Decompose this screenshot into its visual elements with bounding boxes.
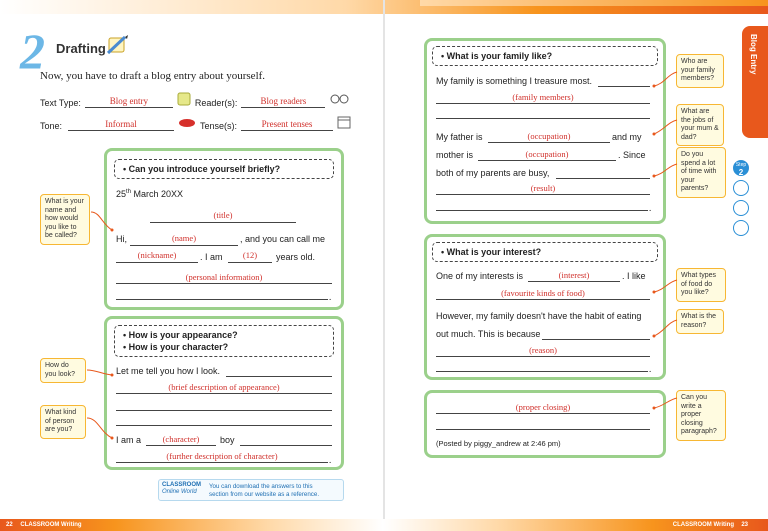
appearance-line-3 (116, 425, 332, 426)
callout-food-arrow (650, 278, 678, 298)
callout-look: How do you look? (40, 358, 86, 383)
intro-question: • Can you introduce yourself briefly? (114, 159, 334, 179)
page-gutter (383, 0, 385, 531)
name-line (130, 245, 238, 246)
closing-line-2 (436, 429, 650, 430)
family-question: • What is your family like? (432, 46, 658, 66)
appearance-line-2 (116, 410, 332, 411)
tone-value: Informal (68, 119, 174, 131)
right-page-number: 23 (741, 522, 748, 528)
interest-end-dot: . (649, 364, 652, 374)
lips-icon (178, 117, 196, 131)
personal-info-line (116, 283, 332, 284)
title-answer: (title) (213, 210, 233, 220)
step-indicator (733, 160, 751, 240)
appearance-question (114, 325, 334, 357)
left-book-title: CLASSROOM Writing (20, 522, 82, 528)
let-me-text: Let me tell you how I look. (116, 366, 221, 376)
meta-row-tone (40, 115, 355, 131)
father-occupation-answer: (occupation) (527, 131, 571, 141)
step-2-dot: Step 2 (733, 160, 749, 176)
readers-icon (329, 92, 351, 108)
appearance-q2: • How is your character? (123, 342, 229, 352)
age-answer: (12) (242, 250, 258, 260)
footer-left (0, 519, 383, 531)
nickname-answer: (nickname) (137, 250, 177, 260)
tone-label: Tone: (40, 121, 63, 131)
iam-text: . I am (200, 252, 223, 262)
intro-date: 25th March 20XX (116, 189, 184, 199)
members-line (436, 103, 650, 104)
because-line (542, 339, 650, 340)
reason-line (436, 356, 650, 357)
text-type-value: Blog entry (85, 96, 173, 108)
instruction-text: Now, you have to draft a blog entry about yourself. (40, 70, 266, 82)
step-number: 2 (20, 23, 45, 79)
character-line (146, 445, 216, 446)
father-occupation-line (488, 142, 610, 143)
callout-look-arrow (86, 366, 116, 380)
reader-value: Blog readers (241, 96, 325, 108)
family-end-dot: . (649, 203, 652, 213)
result-answer: (result) (530, 183, 556, 193)
call-me-text: , and you can call me (240, 234, 326, 244)
callout-time: Do you spend a lot of time with your parents? (676, 147, 726, 198)
notepad-icon (177, 92, 191, 108)
nickname-line (116, 262, 198, 263)
tense-value: Present tenses (241, 119, 333, 131)
years-old-text: years old. (276, 252, 316, 262)
callout-name-arrow (90, 208, 116, 236)
closing-line (436, 413, 650, 414)
reason-answer: (reason) (529, 345, 557, 355)
mother-occupation-line (478, 160, 616, 161)
callout-person: What kind of person are you? (40, 405, 86, 439)
blog-entry-side-tab: Blog Entry (742, 26, 768, 138)
since-text: . Since (618, 150, 646, 160)
text-type-label: Text Type: (40, 98, 81, 108)
appearance-end-dot: . (329, 455, 332, 465)
intro-extra-line (116, 299, 328, 300)
callout-members-arrow (650, 70, 678, 90)
let-me-line (226, 376, 332, 377)
posted-by-text: (Posted by piggy_andrew at 2:46 pm) (436, 439, 561, 448)
callout-name: What is your name and how would you like to be called? (40, 194, 90, 245)
boy-text: boy (220, 435, 235, 445)
callout-reason-arrow (650, 318, 678, 340)
reader-label: Reader(s): (194, 98, 238, 108)
treasure-line (598, 86, 650, 87)
however-line2: out much. This is because (436, 329, 541, 339)
appearance-line (116, 393, 332, 394)
callout-closing: Can you write a proper closing paragraph? (676, 390, 726, 441)
iama-text: I am a (116, 435, 142, 445)
step-5-dot (733, 220, 749, 236)
members-answer: (family members) (512, 92, 574, 102)
father-text: My father is (436, 132, 483, 142)
reason-line-2 (436, 371, 648, 372)
callout-closing-arrow (650, 396, 678, 414)
mother-occupation-answer: (occupation) (525, 149, 569, 159)
online-world-text: You can download the answers to this section from our website as a reference. (209, 483, 320, 498)
calendar-icon (337, 115, 351, 131)
however-line1: However, my family doesn't have the habit of eating (436, 311, 642, 321)
online-world-box (158, 479, 344, 501)
further-line (116, 462, 328, 463)
title-line (150, 222, 296, 223)
and-my-text: and my (612, 132, 642, 142)
name-answer: (name) (171, 233, 197, 243)
appearance-q1: • How is your appearance? (123, 330, 238, 340)
step-4-dot (733, 200, 749, 216)
age-line (228, 262, 272, 263)
intro-end-dot: . (329, 292, 332, 302)
step-3-dot (733, 180, 749, 196)
interest-answer: (interest) (558, 270, 590, 280)
callout-members: Who are your family members? (676, 54, 724, 88)
i-like-text: . I like (622, 271, 646, 281)
footer-right (383, 519, 768, 531)
callout-reason: What is the reason? (676, 309, 724, 334)
classroom-online-logo: CLASSROOM Online World (162, 482, 201, 495)
callout-jobs-arrow (650, 118, 678, 138)
members-line-2 (436, 118, 650, 119)
meta-row-type (40, 92, 355, 108)
pencil-notebook-icon (105, 34, 129, 56)
section-heading: Drafting (56, 41, 106, 56)
callout-person-arrow (86, 414, 116, 442)
both-busy-text: both of my parents are busy, (436, 168, 550, 178)
left-page-number: 22 (6, 522, 13, 528)
character-answer: (character) (162, 434, 200, 444)
mother-text: mother is (436, 150, 474, 160)
treasure-text: My family is something I treasure most. (436, 76, 593, 86)
interest-line (528, 281, 620, 282)
callout-time-arrow (650, 162, 678, 182)
result-line (436, 194, 650, 195)
tense-label: Tense(s): (200, 121, 238, 131)
appearance-answer: (brief description of appearance) (168, 382, 280, 392)
closing-answer: (proper closing) (515, 402, 571, 412)
result-line-2 (436, 210, 648, 211)
further-answer: (further description of character) (166, 451, 278, 461)
one-of-text: One of my interests is (436, 271, 524, 281)
food-line (436, 299, 650, 300)
personal-info-answer: (personal information) (185, 272, 263, 282)
callout-food: What types of food do you like? (676, 268, 726, 302)
right-book-title: CLASSROOM Writing (672, 522, 734, 528)
callout-jobs: What are the jobs of your mum & dad? (676, 104, 724, 146)
boy-line (240, 445, 332, 446)
both-busy-line (556, 178, 650, 179)
food-answer: (favourite kinds of food) (501, 288, 585, 298)
interest-question: • What is your interest? (432, 242, 658, 262)
hi-text: Hi, (116, 234, 127, 244)
